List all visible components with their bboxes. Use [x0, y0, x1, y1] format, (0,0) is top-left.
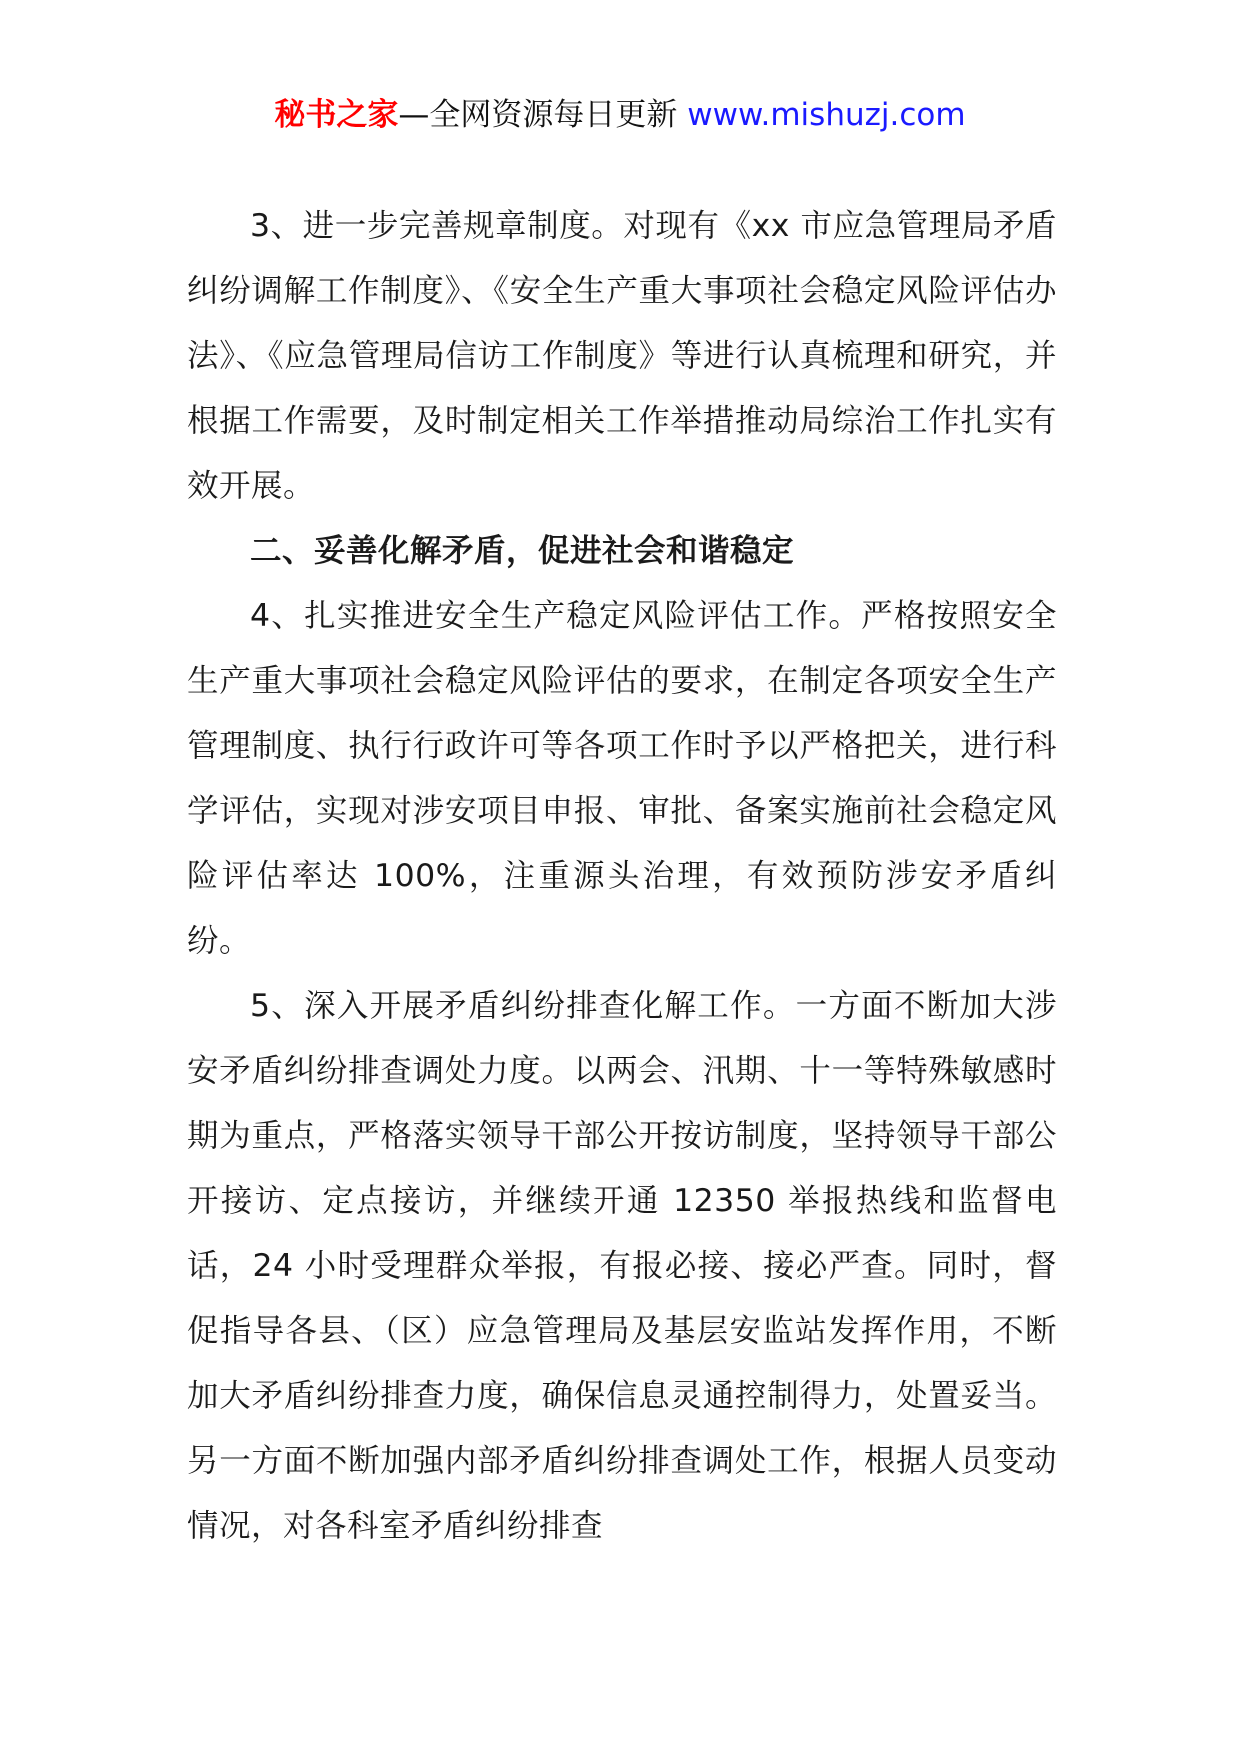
document-body	[187, 194, 1057, 1559]
site-tagline: —全网资源每日更新	[398, 97, 688, 133]
section-heading-2: 二、妥善化解矛盾，促进社会和谐稳定	[250, 533, 795, 569]
paragraph-5: 5、深入开展矛盾纠纷排查化解工作。一方面不断加大涉安矛盾纠纷排查调处力度。以两会、汛期、十一等特殊敏感时期为重点，严格落实领导干部公开按访制度，坚持领导干部公开接访、定点接访，并继续开通 12350 举报热线和监督电话，24 小时受理群众举报，有报必接、接必严查。同时，督促指导各县、（区）应急管理局及基层安监站发挥作用，不断加大矛盾纠纷排查力度，确保信息灵通控制得力，处置妥当。另一方面不断加强内部矛盾纠纷排查调处工作，根据人员变动情况，对各科室矛盾纠纷排查	[187, 988, 1057, 1544]
paragraph-4: 4、扎实推进安全生产稳定风险评估工作。严格按照安全生产重大事项社会稳定风险评估的要求，在制定各项安全生产管理制度、执行行政许可等各项工作时予以严格把关，进行科学评估，实现对涉安项目申报、审批、备案实施前社会稳定风险评估率达 100%，注重源头治理，有效预防涉安矛盾纠纷。	[187, 598, 1057, 959]
site-url[interactable]: www.mishuzj.com	[687, 97, 966, 133]
site-brand: 秘书之家	[274, 97, 399, 133]
page-header	[0, 95, 1240, 135]
paragraph-3: 3、进一步完善规章制度。对现有《xx 市应急管理局矛盾纠纷调解工作制度》、《安全生产重大事项社会稳定风险评估办法》、《应急管理局信访工作制度》等进行认真梳理和研究，并根据工作需要，及时制定相关工作举措推动局综治工作扎实有效开展。	[187, 208, 1057, 504]
